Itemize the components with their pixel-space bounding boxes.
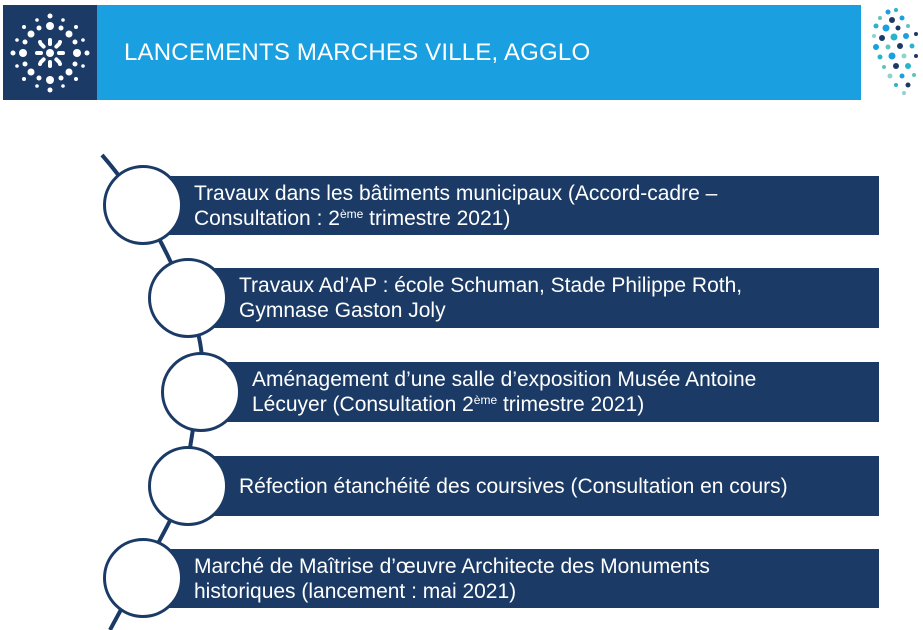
timeline-item-3 bbox=[206, 362, 879, 422]
timeline-item-5 bbox=[148, 549, 879, 608]
item-2-line-1: Travaux Ad’AP : école Schuman, Stade Philippe Roth, bbox=[239, 274, 743, 297]
item-5-line-1: Marché de Maîtrise d’œuvre Architecte des Monuments bbox=[194, 554, 710, 578]
item-2-line-2: Gymnase Gaston Joly bbox=[239, 299, 446, 322]
page-title: LANCEMENTS MARCHES VILLE, AGGLO bbox=[124, 39, 591, 66]
timeline-bullet-1 bbox=[103, 165, 183, 245]
timeline-item-2 bbox=[193, 268, 879, 328]
item-1-line-1: Travaux dans les bâtiments municipaux (Accord-cadre – bbox=[194, 181, 718, 205]
timeline-bullet-2 bbox=[148, 258, 228, 338]
item-3-line-1: Aménagement d’une salle d’exposition Musée Antoine bbox=[252, 368, 757, 391]
timeline-item-4 bbox=[193, 456, 879, 516]
item-3-line-2: Lécuyer (Consultation 2ème trimestre 2021) bbox=[252, 393, 645, 416]
item-5-line-2: historiques (lancement : mai 2021) bbox=[194, 579, 517, 603]
item-4-line-1: Réfection étanchéité des coursives (Consultation en cours) bbox=[239, 474, 788, 498]
item-1-line-2: Consultation : 2ème trimestre 2021) bbox=[194, 206, 511, 230]
timeline-bullet-5 bbox=[103, 538, 183, 618]
timeline-bullet-3 bbox=[161, 352, 241, 432]
timeline-item-1 bbox=[148, 176, 879, 235]
timeline-bullet-4 bbox=[148, 446, 228, 526]
